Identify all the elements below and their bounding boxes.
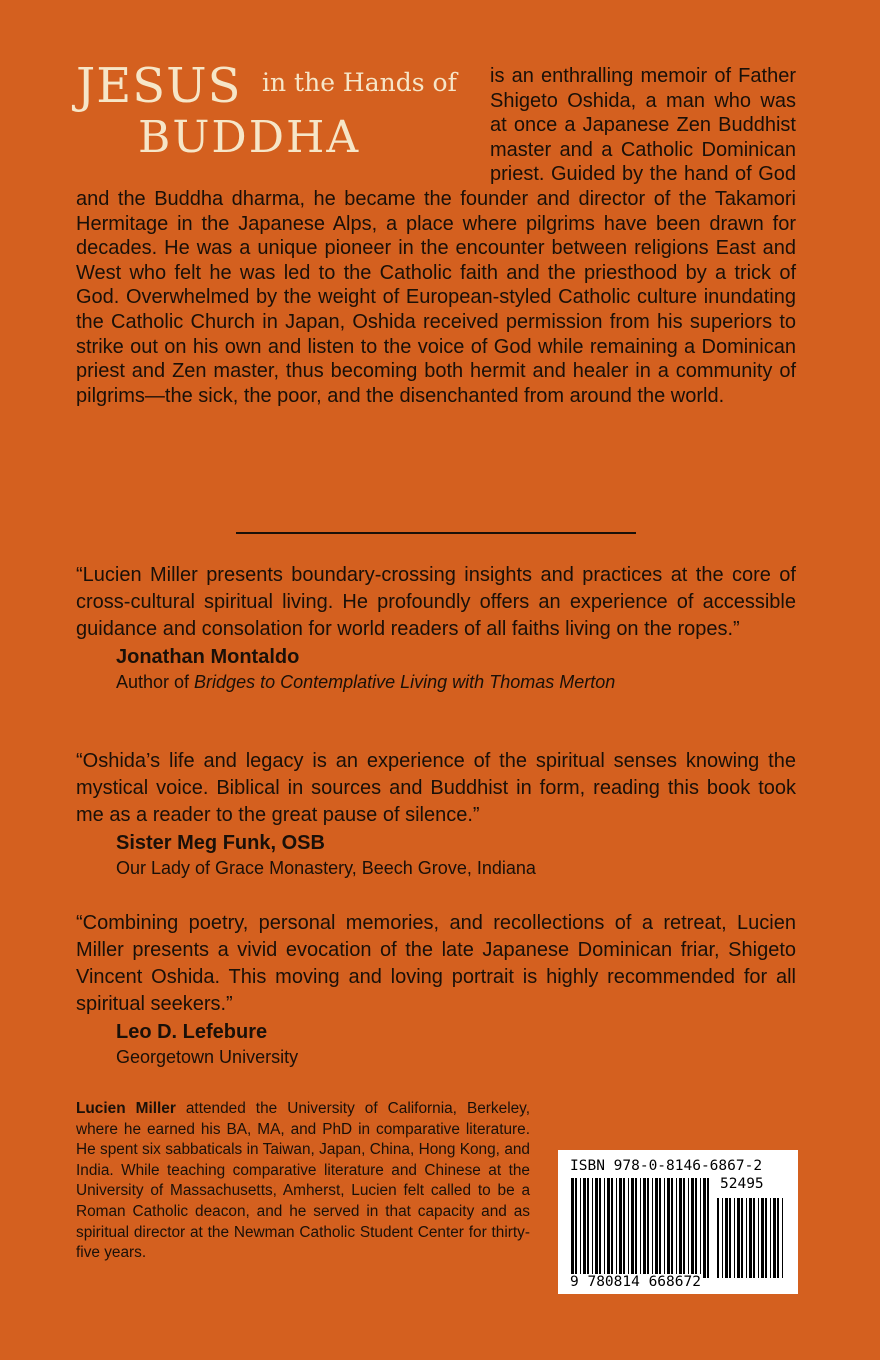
endorsement-text: “Oshida’s life and legacy is an experience of the spiritual senses knowing the mystical voice. Biblical in sources and Buddhist in form, reading this book took me as a reader to the great pause of silence.” bbox=[76, 750, 796, 826]
isbn-barcode bbox=[558, 1150, 798, 1294]
ean-number: 9 780814 668672 bbox=[570, 1274, 701, 1290]
endorsement-affiliation: Georgetown University bbox=[116, 1047, 299, 1067]
title-in-the-hands-of: in the Hands of bbox=[262, 68, 457, 97]
endorsement-2 bbox=[76, 748, 796, 880]
author-bio bbox=[76, 1099, 530, 1264]
endorsement-author: Jonathan Montaldo bbox=[116, 646, 300, 668]
barcode-addon-bars bbox=[716, 1198, 786, 1278]
endorsement-affiliation: Our Lady of Grace Monastery, Beech Grove, Indiana bbox=[116, 858, 536, 878]
endorsement-text: “Lucien Miller presents boundary-crossing insights and practices at the core of cross-cultural spiritual living. He profoundly offers an experience of accessible guidance and consolation for world readers of all faiths living on the ropes.” bbox=[76, 564, 796, 640]
isbn-number: ISBN 978-0-8146-6867-2 bbox=[570, 1158, 763, 1174]
endorsement-affiliation bbox=[116, 670, 796, 694]
intro-paragraph bbox=[76, 64, 796, 408]
title-jesus: JESUS bbox=[76, 58, 242, 114]
bio-author-name: Lucien Miller bbox=[76, 1100, 176, 1117]
barcode-addon-number: 52495 bbox=[720, 1176, 764, 1192]
bio-text: attended the University of California, Berkeley, where he earned his BA, MA, and PhD in comparative literature. He spent six sabbaticals in Taiwan, Japan, China, Hong Kong, and India. While teaching comparative literature and Chinese at the University of Massachusetts, Amherst, Lucien felt called to be a Roman Catholic deacon, and he served in that capacity and as spiritual director at the Newman Catholic Student Center for thirty-five years. bbox=[76, 1100, 530, 1262]
title-float-space bbox=[76, 64, 490, 182]
endorsement-author: Sister Meg Funk, OSB bbox=[116, 832, 325, 854]
barcode-bars bbox=[570, 1178, 712, 1278]
endorsement-3 bbox=[76, 910, 796, 1069]
section-divider bbox=[236, 532, 636, 534]
affiliation-book-title: Bridges to Contemplative Living with Thomas Merton bbox=[194, 672, 616, 692]
title-buddha: BUDDHA bbox=[138, 112, 361, 163]
endorsement-text: “Combining poetry, personal memories, and recollections of a retreat, Lucien Miller presents a vivid evocation of the late Japanese Dominican friar, Shigeto Vincent Oshida. This moving and loving portrait is highly recommended for all spiritual seekers.” bbox=[76, 912, 796, 1015]
affiliation-prefix: Author of bbox=[116, 672, 195, 692]
endorsement-1 bbox=[76, 562, 796, 694]
endorsement-author: Leo D. Lefebure bbox=[116, 1021, 268, 1043]
intro-text: is an enthralling memoir of Father Shigeto Oshida, a man who was at once a Japanese Zen Buddhist master and a Catholic Dominican priest. Guided by the hand of God and the Buddha dharma, he became the founder and director of the Takamori Hermitage in the Japanese Alps, a place where pilgrims have been drawn for decades. He was a unique pioneer in the encounter between religions East and West who felt he was led to the Catholic faith and the priesthood by a trick of God. Overwhelmed by the weight of European-styled Catholic culture inundating the Catholic Church in Japan, Oshida received permission from his superiors to strike out on his own and listen to the voice of God while remaining a Dominican priest and Zen master, thus becoming both hermit and healer in a community of pilgrims—the sick, the poor, and the disenchanted from around the world. bbox=[76, 65, 796, 407]
